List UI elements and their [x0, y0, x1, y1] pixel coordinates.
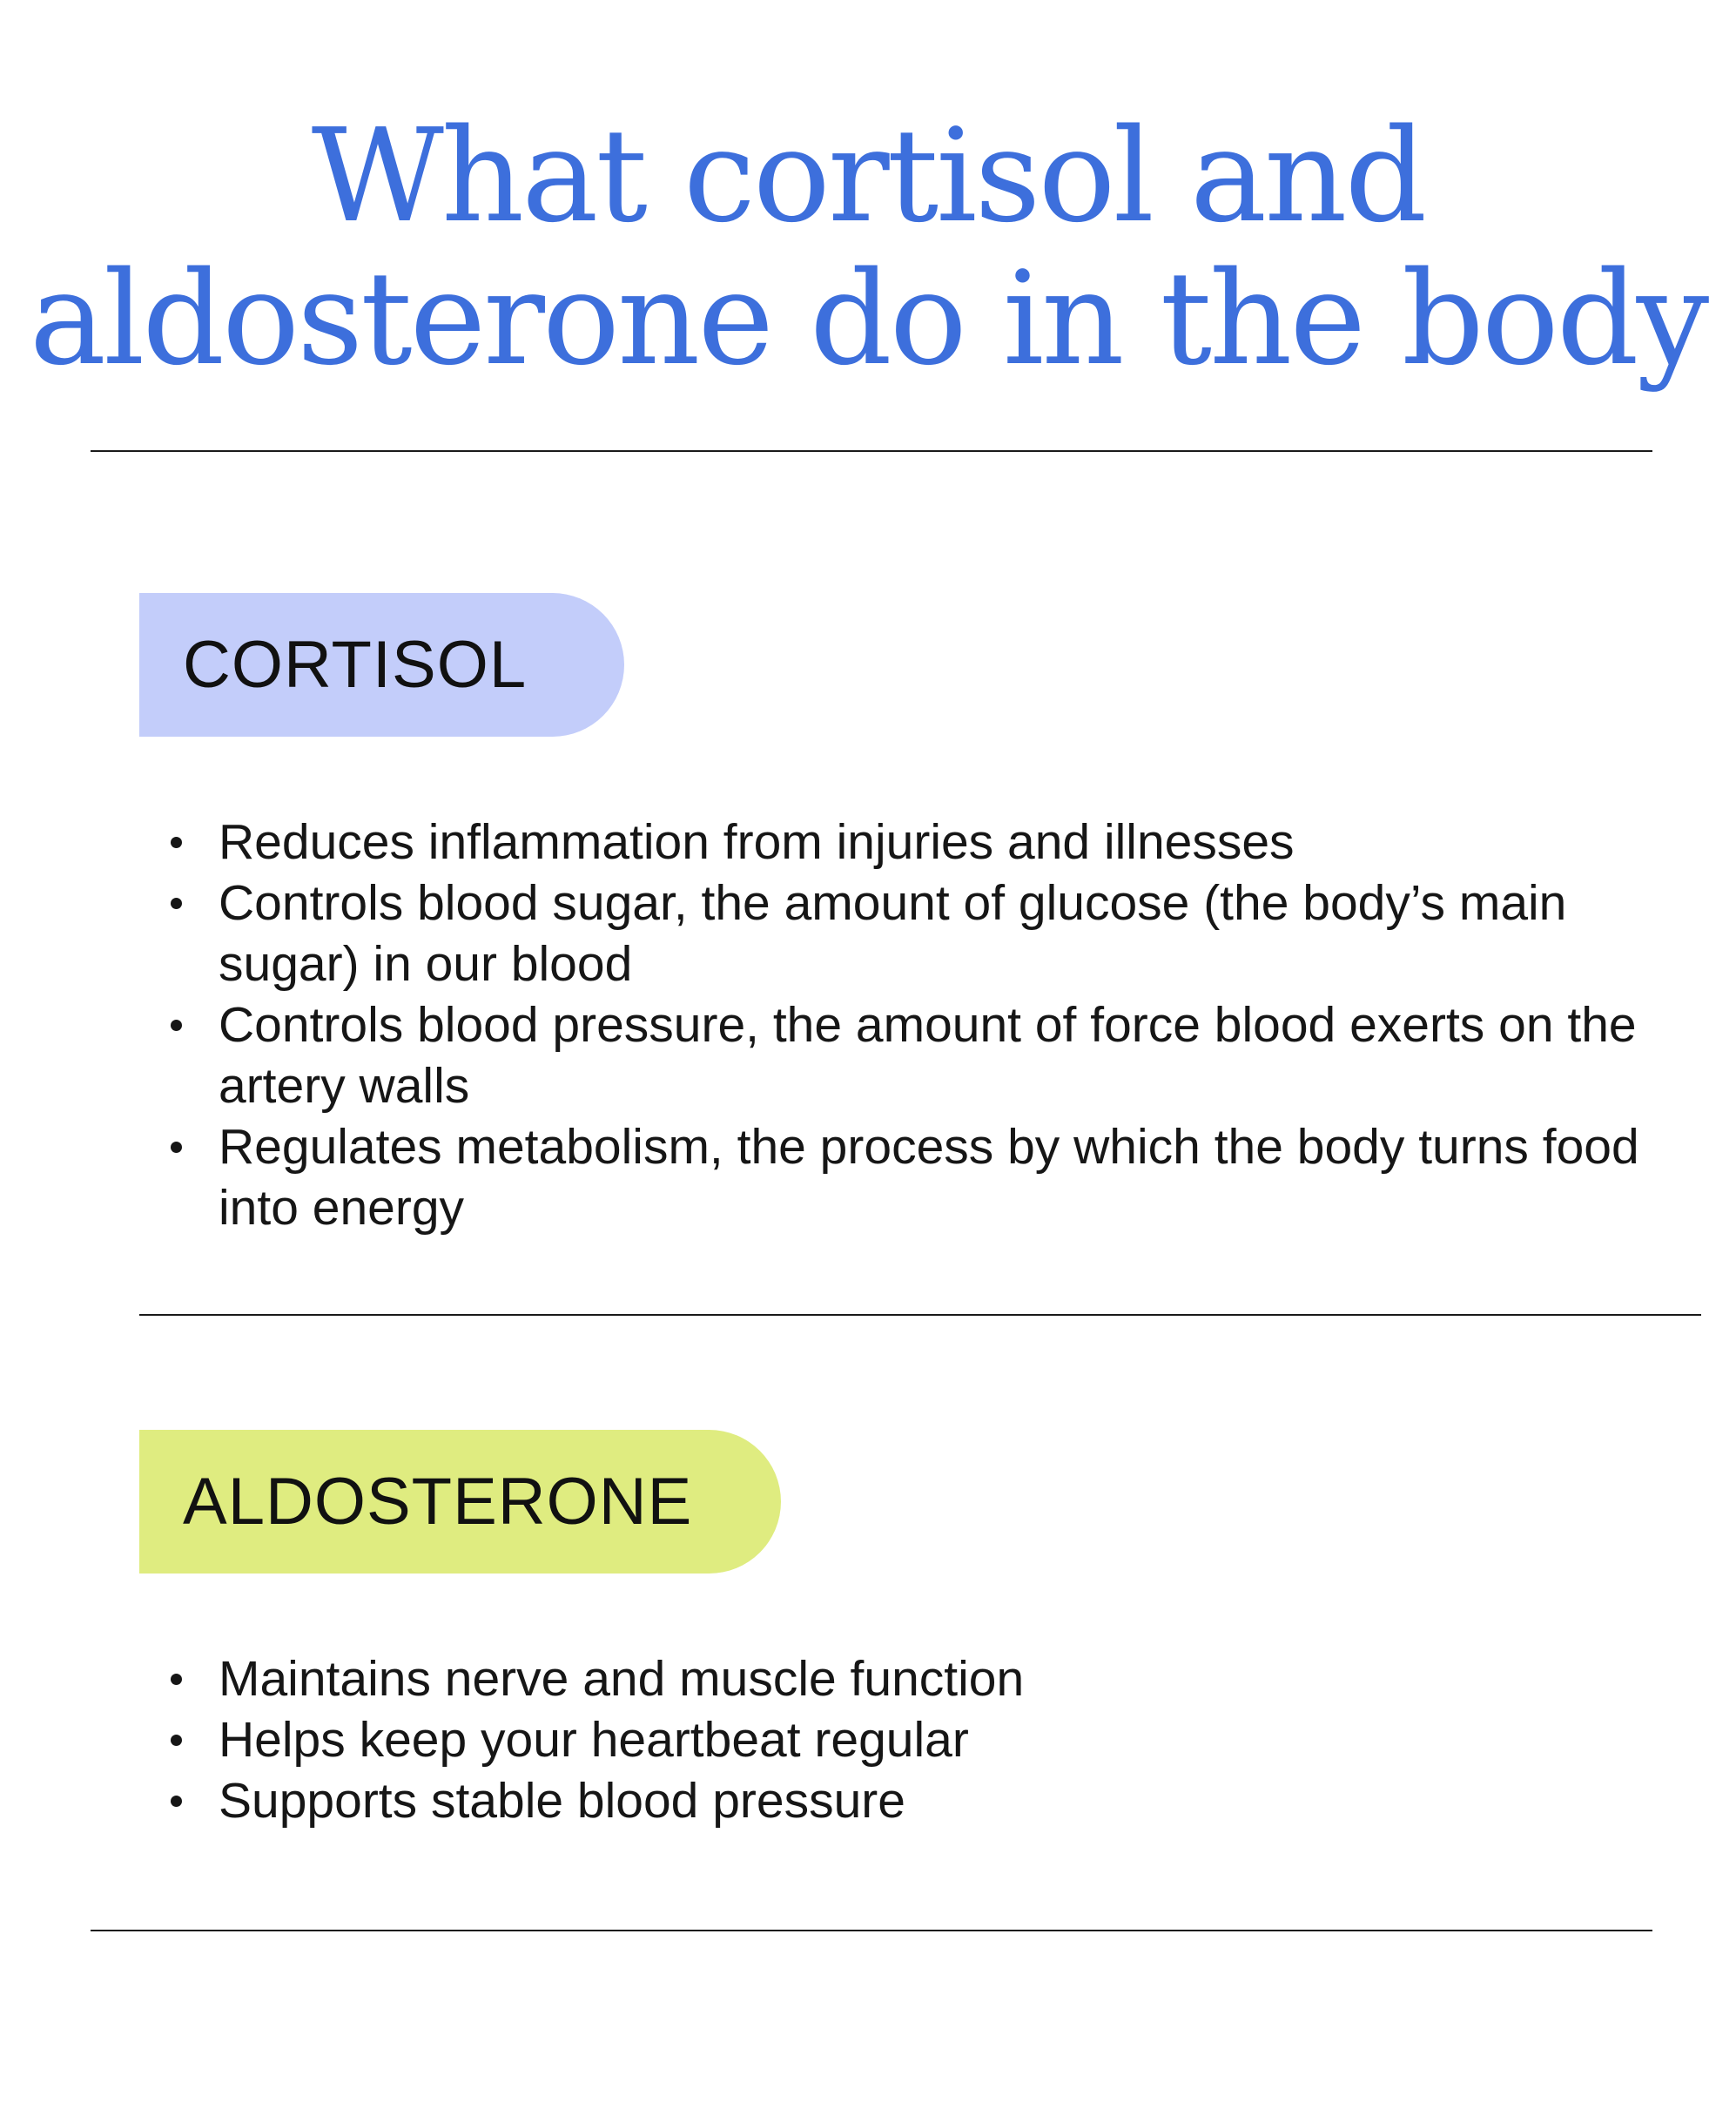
list-item-text: Helps keep your heartbeat regular	[219, 1712, 969, 1768]
list-item	[171, 994, 1651, 1116]
bullet-dot-icon	[171, 837, 182, 848]
list-item	[171, 1116, 1651, 1238]
bullet-dot-icon	[171, 898, 182, 909]
top-divider	[91, 450, 1652, 452]
cortisol-label: CORTISOL	[183, 628, 528, 702]
bullet-dot-icon	[171, 1674, 182, 1685]
aldosterone-label: ALDOSTERONE	[183, 1465, 693, 1539]
cortisol-function-list	[171, 812, 1651, 1238]
list-item-text: Controls blood pressure, the amount of force blood exerts on the artery walls	[219, 997, 1637, 1114]
page-title-line-2: aldosterone do in the body	[29, 244, 1707, 394]
list-item	[171, 1648, 1651, 1709]
page-title-line-1: What cortisol and	[311, 101, 1425, 251]
aldosterone-function-list	[171, 1648, 1651, 1831]
list-item-text: Maintains nerve and muscle function	[219, 1651, 1025, 1707]
bullet-dot-icon	[171, 1735, 182, 1746]
list-item	[171, 1709, 1651, 1770]
list-item	[171, 812, 1651, 873]
bullet-dot-icon	[171, 1020, 182, 1031]
page-title	[0, 101, 1736, 394]
list-item-text: Reduces inflammation from injuries and illnesses	[219, 814, 1295, 870]
bullet-dot-icon	[171, 1796, 182, 1807]
section-divider	[139, 1314, 1701, 1316]
list-item-text: Regulates metabolism, the process by which the body turns food into energy	[219, 1119, 1639, 1236]
aldosterone-label-pill	[139, 1430, 781, 1574]
list-item-text: Controls blood sugar, the amount of glucose (the body’s main sugar) in our blood	[219, 875, 1567, 992]
list-item	[171, 873, 1651, 994]
list-item	[171, 1770, 1651, 1831]
bottom-divider	[91, 1930, 1652, 1931]
cortisol-label-pill	[139, 593, 624, 737]
list-item-text: Supports stable blood pressure	[219, 1773, 905, 1829]
bullet-dot-icon	[171, 1142, 182, 1153]
